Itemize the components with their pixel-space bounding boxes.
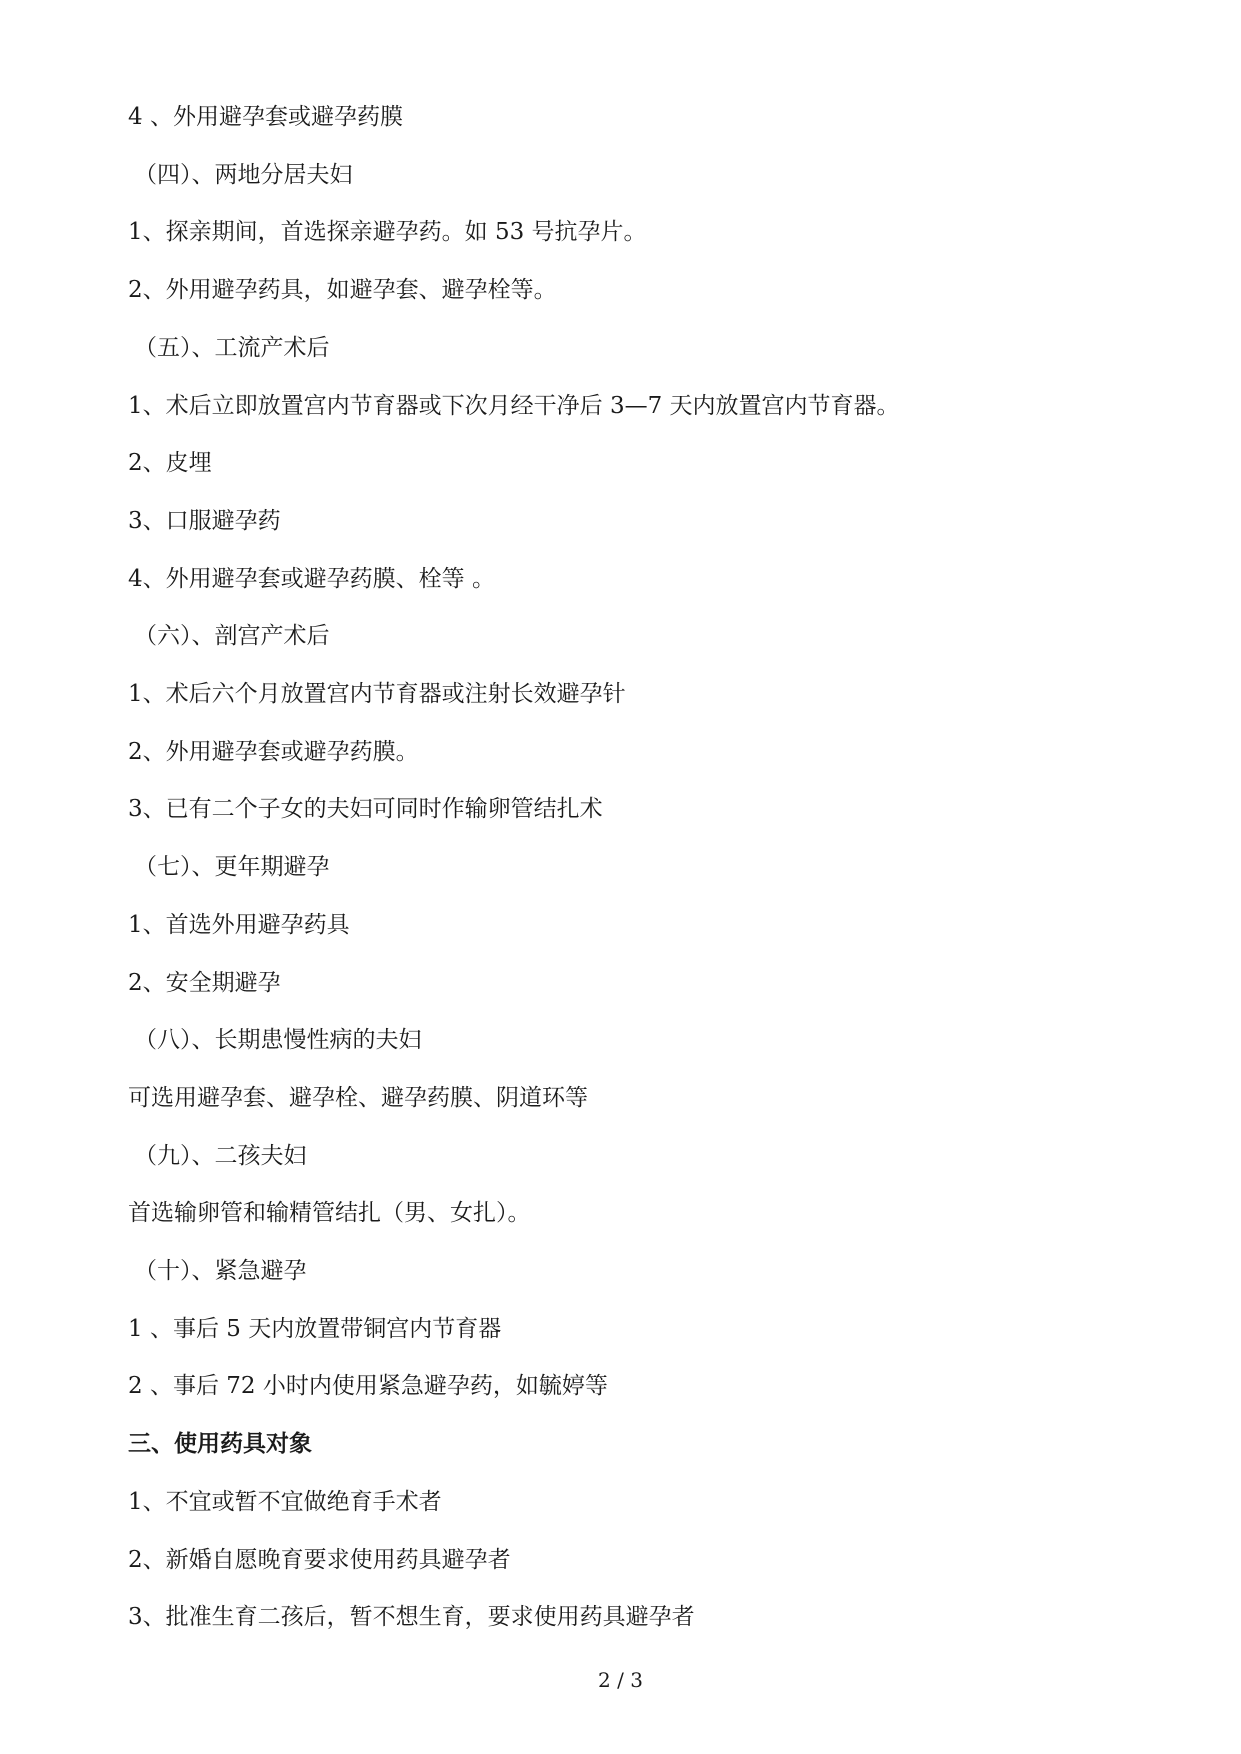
subsection-title: （六）、剖宫产术后 bbox=[134, 623, 330, 649]
text-line: 1、术后六个月放置宫内节育器或注射长效避孕针 bbox=[128, 681, 626, 707]
text-line: 2、新婚自愿晚育要求使用药具避孕者 bbox=[128, 1547, 511, 1573]
text-line: 1、首选外用避孕药具 bbox=[128, 912, 350, 938]
text-line: 2、皮埋 bbox=[128, 450, 212, 476]
text-line: 1、不宜或暂不宜做绝育手术者 bbox=[128, 1489, 442, 1515]
text-line: 3、口服避孕药 bbox=[128, 508, 281, 534]
subsection-title: （五）、工流产术后 bbox=[134, 335, 330, 361]
page-number: 2 / 3 bbox=[598, 1668, 643, 1692]
text-line: 2、外用避孕套或避孕药膜。 bbox=[128, 739, 419, 765]
section-heading: 三、使用药具对象 bbox=[128, 1431, 312, 1457]
text-line: 1、术后立即放置宫内节育器或下次月经干净后 3—7 天内放置宫内节育器。 bbox=[128, 393, 900, 419]
subsection-title: （七）、更年期避孕 bbox=[134, 854, 330, 880]
text-line: 3、已有二个子女的夫妇可同时作输卵管结扎术 bbox=[128, 796, 603, 822]
subsection-title: （八）、长期患慢性病的夫妇 bbox=[134, 1027, 422, 1053]
text-line: 1、探亲期间，首选探亲避孕药。如 53 号抗孕片。 bbox=[128, 219, 647, 245]
text-line: 1 、事后 5 天内放置带铜宫内节育器 bbox=[128, 1316, 502, 1342]
text-line: 可选用避孕套、避孕栓、避孕药膜、阴道环等 bbox=[128, 1085, 588, 1111]
subsection-title: （十）、紧急避孕 bbox=[134, 1258, 307, 1284]
text-line: 4、外用避孕套或避孕药膜、栓等 。 bbox=[128, 566, 495, 592]
text-line: 2 、事后 72 小时内使用紧急避孕药，如毓婷等 bbox=[128, 1373, 608, 1399]
text-line: 2、外用避孕药具，如避孕套、避孕栓等。 bbox=[128, 277, 557, 303]
text-line: 首选输卵管和输精管结扎（男、女扎）。 bbox=[128, 1200, 531, 1226]
text-line: 2、安全期避孕 bbox=[128, 970, 281, 996]
text-line: 4 、外用避孕套或避孕药膜 bbox=[128, 104, 403, 130]
subsection-title: （四）、两地分居夫妇 bbox=[134, 162, 353, 188]
text-line: 3、批准生育二孩后，暂不想生育，要求使用药具避孕者 bbox=[128, 1604, 695, 1630]
subsection-title: （九）、二孩夫妇 bbox=[134, 1143, 307, 1169]
